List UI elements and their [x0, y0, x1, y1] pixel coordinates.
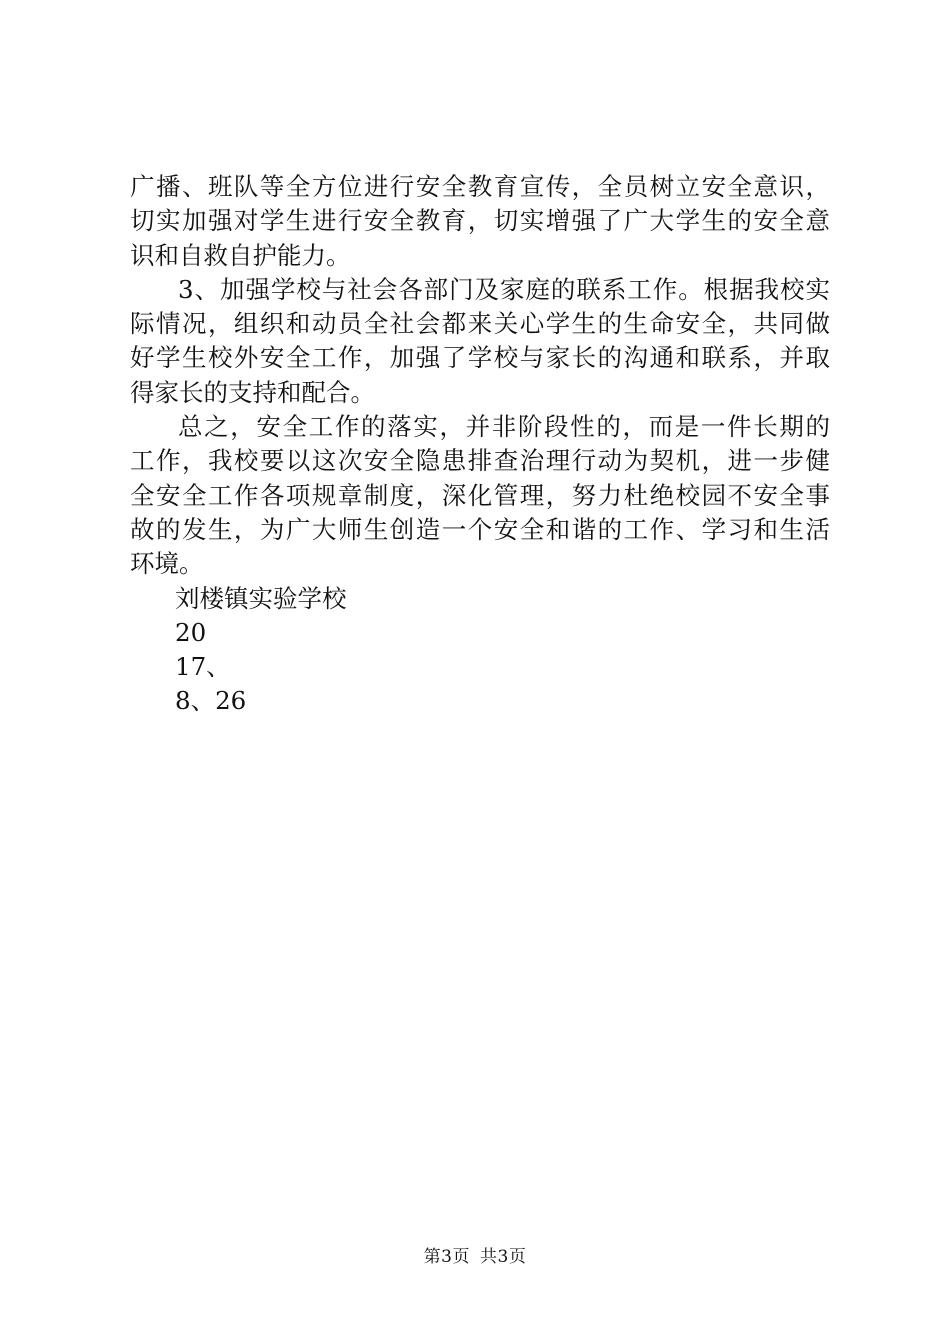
page-footer: [0, 1242, 950, 1267]
page-number: 第3页: [423, 1247, 470, 1267]
paragraph-line: 好学生校外安全工作，加强了学校与家长的沟通和联系，并取: [130, 343, 830, 373]
signature-date-part: 20: [175, 617, 207, 647]
paragraph-line: 3、加强学校与社会各部门及家庭的联系工作。根据我校实: [178, 274, 830, 304]
signature-school: 刘楼镇实验学校: [175, 583, 347, 613]
paragraph-line: 环境。: [130, 549, 204, 579]
paragraph-line: 总之，安全工作的落实，并非阶段性的，而是一件长期的: [178, 412, 830, 442]
page-total: 共3页: [480, 1247, 527, 1267]
paragraph-line: 全安全工作各项规章制度，深化管理，努力杜绝校园不安全事: [130, 480, 830, 510]
paragraph-line: 故的发生，为广大师生创造一个安全和谐的工作、学习和生活: [130, 514, 830, 544]
paragraph-line: 得家长的支持和配合。: [130, 377, 375, 407]
paragraph-line: 际情况，组织和动员全社会都来关心学生的生命安全，共同做: [130, 309, 830, 339]
paragraph-line: 工作，我校要以这次安全隐患排查治理行动为契机，进一步健: [130, 446, 830, 476]
signature-date-part: 8、26: [175, 686, 247, 716]
document-body: [130, 170, 830, 719]
paragraph-line: 切实加强对学生进行安全教育，切实增强了广大学生的安全意: [130, 206, 830, 236]
signature-date-part: 17、: [175, 652, 231, 682]
paragraph-line: 广播、班队等全方位进行安全教育宣传，全员树立安全意识，: [130, 172, 830, 201]
paragraph-line: 识和自救自护能力。: [130, 240, 351, 270]
